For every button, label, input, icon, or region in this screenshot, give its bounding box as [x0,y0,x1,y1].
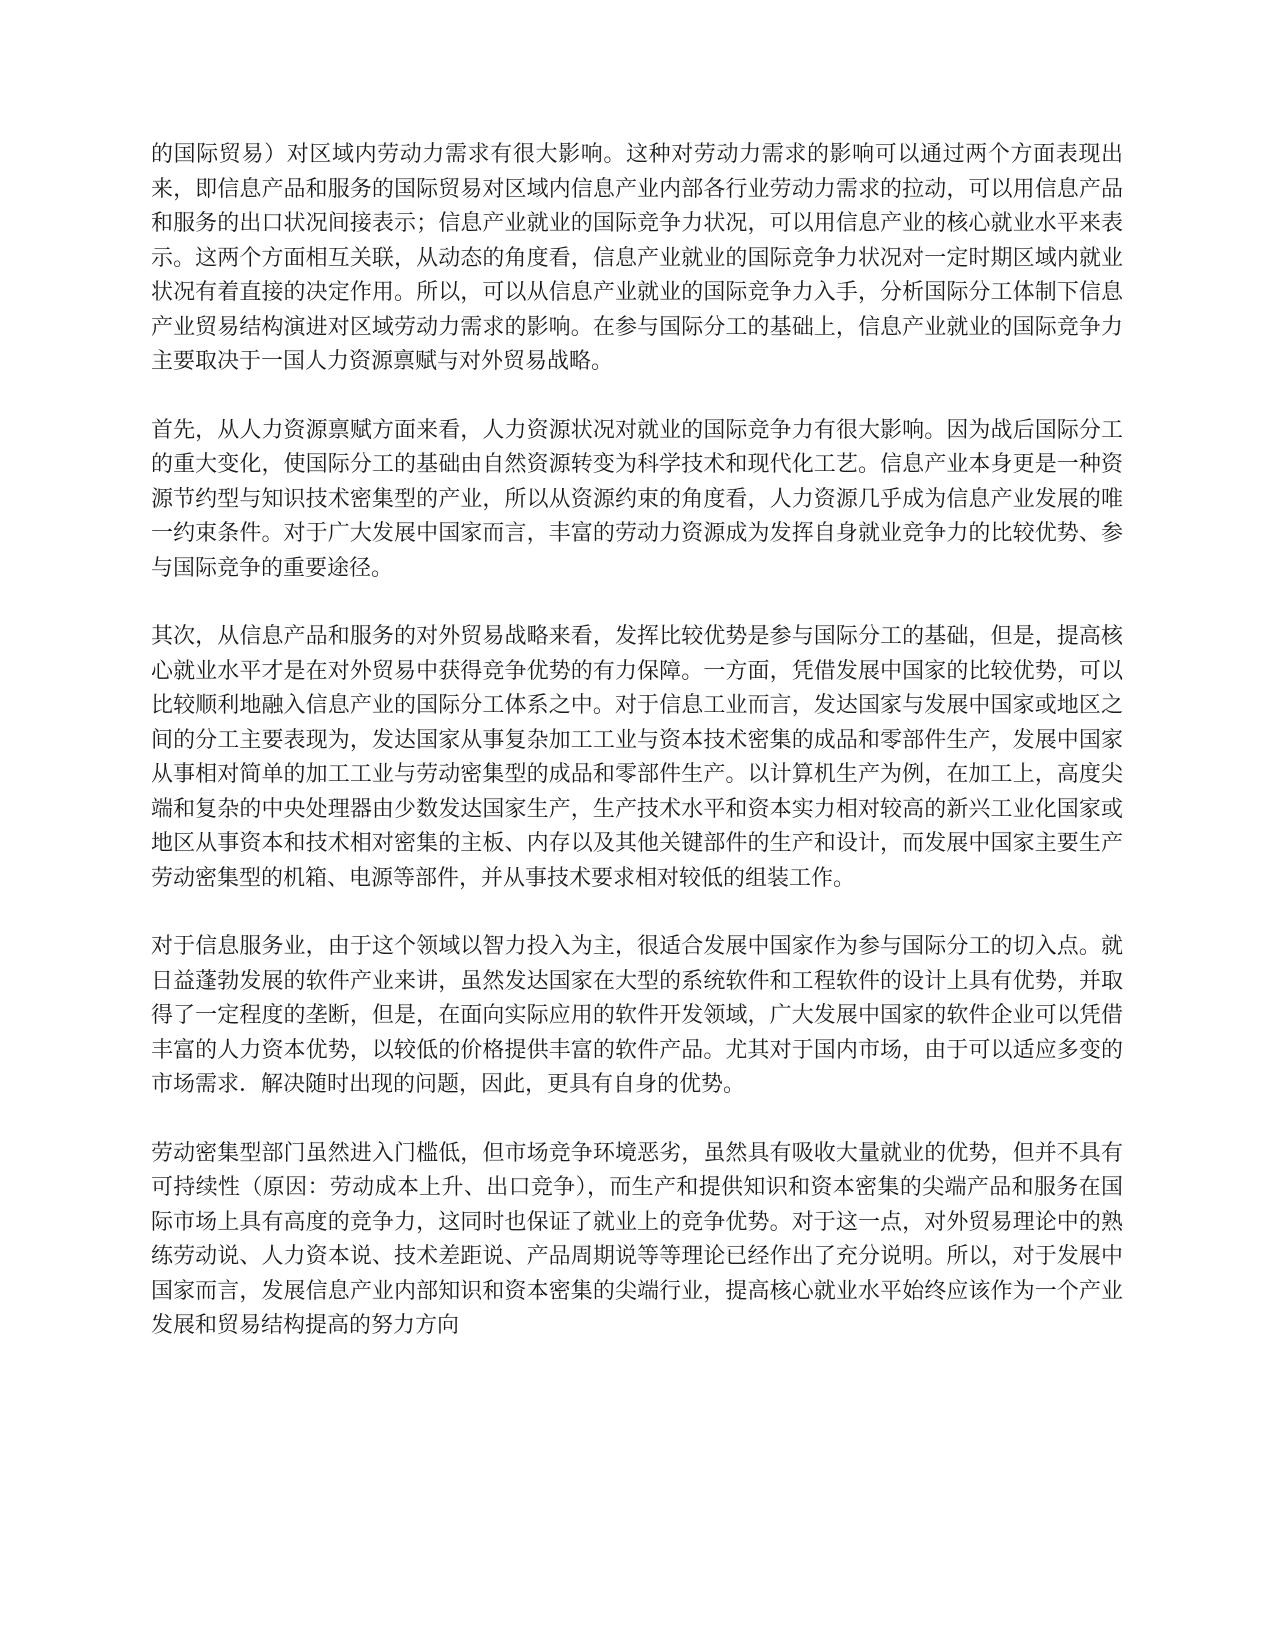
paragraph-5: 劳动密集型部门虽然进入门槛低，但市场竞争环境恶劣，虽然具有吸收大量就业的优势，但并不具有可持续性（原因：劳动成本上升、出口竞争），而生产和提供知识和资本密集的尖端产品和服务在国际市场上具有高度的竞争力，这同时也保证了就业上的竞争优势。对于这一点，对外贸易理论中的熟练劳动说、人力资本说、技术差距说、产品周期说等等理论已经作出了充分说明。所以，对于发展中国家而言，发展信息产业内部知识和资本密集的尖端行业，提高核心就业水平始终应该作为一个产业发展和贸易结构提高的努力方向 [151,1140,1123,1338]
paragraph-1: 的国际贸易）对区域内劳动力需求有很大影响。这种对劳动力需求的影响可以通过两个方面表现出来，即信息产品和服务的国际贸易对区域内信息产业内部各行业劳动力需求的拉动，可以用信息产品和服务的出口状况间接表示；信息产业就业的国际竞争力状况，可以用信息产业的核心就业水平来表示。这两个方面相互关联，从动态的角度看，信息产业就业的国际竞争力状况对一定时期区域内就业状况有着直接的决定作用。所以，可以从信息产业就业的国际竞争力入手，分析国际分工体制下信息产业贸易结构演进对区域劳动力需求的影响。在参与国际分工的基础上，信息产业就业的国际竞争力主要取决于一国人力资源禀赋与对外贸易战略。 [151,142,1123,374]
paragraph-3: 其次，从信息产品和服务的对外贸易战略来看，发挥比较优势是参与国际分工的基础，但是，提高核心就业水平才是在对外贸易中获得竞争优势的有力保障。一方面，凭借发展中国家的比较优势，可以比较顺利地融入信息产业的国际分工体系之中。对于信息工业而言，发达国家与发展中国家或地区之间的分工主要表现为，发达国家从事复杂加工工业与资本技术密集的成品和零部件生产，发展中国家从事相对简单的加工工业与劳动密集型的成品和零部件生产。以计算机生产为例，在加工上，高度尖端和复杂的中央处理器由少数发达国家生产，生产技术水平和资本实力相对较高的新兴工业化国家或地区从事资本和技术相对密集的主板、内存以及其他关键部件的生产和设计，而发展中国家主要生产劳动密集型的机箱、电源等部件，并从事技术要求相对较低的组装工作。 [151,624,1123,891]
paragraph-4: 对于信息服务业，由于这个领域以智力投入为主，很适合发展中国家作为参与国际分工的切入点。就日益蓬勃发展的软件产业来讲，虽然发达国家在大型的系统软件和工程软件的设计上具有优势，并取得了一定程度的垄断，但是，在面向实际应用的软件开发领域，广大发展中国家的软件企业可以凭借丰富的人力资本优势，以较低的价格提供丰富的软件产品。尤其对于国内市场，由于可以适应多变的市场需求．解决随时出现的问题，因此，更具有自身的优势。 [151,934,1123,1097]
document-body [151,138,1123,1344]
paragraph-2: 首先，从人力资源禀赋方面来看，人力资源状况对就业的国际竞争力有很大影响。因为战后国际分工的重大变化，使国际分工的基础由自然资源转变为科学技术和现代化工艺。信息产业本身更是一种资源节约型与知识技术密集型的产业，所以从资源约束的角度看，人力资源几乎成为信息产业发展的唯一约束条件。对于广大发展中国家而言，丰富的劳动力资源成为发挥自身就业竞争力的比较优势、参与国际竞争的重要途径。 [151,417,1123,581]
